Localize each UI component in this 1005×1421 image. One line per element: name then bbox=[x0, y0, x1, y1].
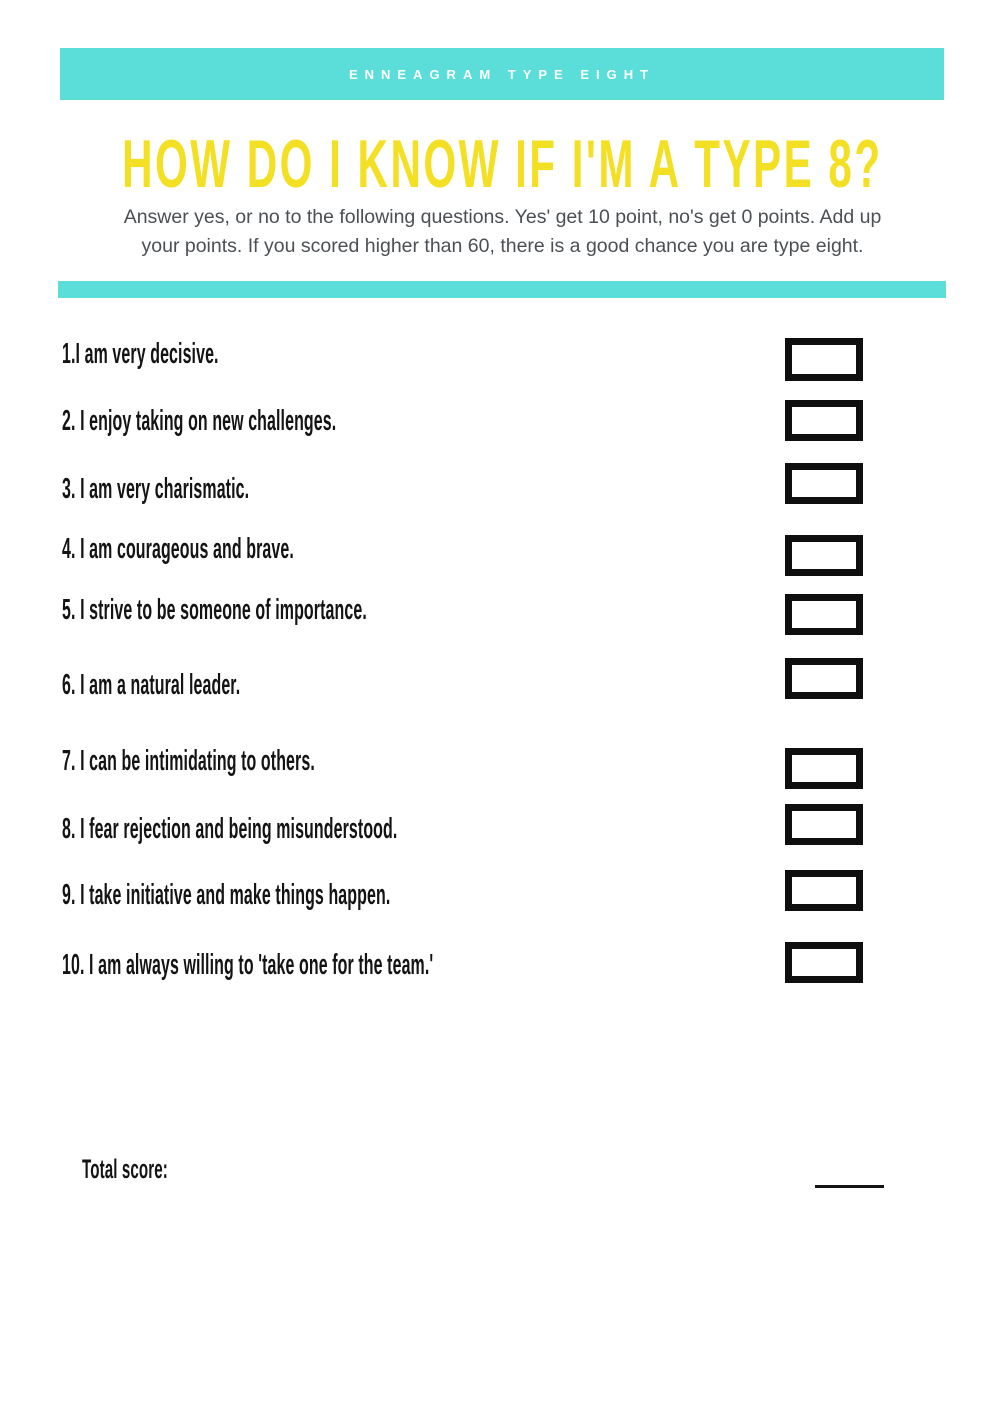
total-score-label: Total score: bbox=[82, 1154, 168, 1184]
divider-bar bbox=[58, 281, 946, 298]
question-4-checkbox[interactable] bbox=[785, 535, 863, 576]
question-6-checkbox[interactable] bbox=[785, 658, 863, 699]
question-10-checkbox[interactable] bbox=[785, 942, 863, 983]
question-1-label: 1.I am very decisive. bbox=[62, 338, 219, 370]
question-6-label: 6. I am a natural leader. bbox=[62, 669, 241, 701]
question-5-label: 5. I strive to be someone of importance. bbox=[62, 594, 367, 626]
banner-label: ENNEAGRAM TYPE EIGHT bbox=[348, 66, 656, 82]
total-score-blank[interactable] bbox=[815, 1185, 884, 1188]
instructions-line-2: your points. If you scored higher than 60, there is a good chance you are type eight. bbox=[141, 235, 864, 257]
question-2-checkbox[interactable] bbox=[785, 400, 863, 441]
question-10-label: 10. I am always willing to 'take one for the team.' bbox=[62, 949, 434, 981]
question-5-checkbox[interactable] bbox=[785, 594, 863, 635]
page-title-text: HOW DO I KNOW IF I'M A TYPE 8? bbox=[122, 126, 883, 202]
question-1-checkbox[interactable] bbox=[785, 338, 863, 381]
question-7-checkbox[interactable] bbox=[785, 748, 863, 789]
question-9-label: 9. I take initiative and make things happen. bbox=[62, 879, 391, 911]
question-4-label: 4. I am courageous and brave. bbox=[62, 533, 294, 565]
question-2-label: 2. I enjoy taking on new challenges. bbox=[62, 405, 337, 437]
question-7-label: 7. I can be intimidating to others. bbox=[62, 745, 315, 777]
question-3-checkbox[interactable] bbox=[785, 463, 863, 504]
question-8-checkbox[interactable] bbox=[785, 804, 863, 845]
page-title bbox=[0, 128, 1005, 200]
instructions bbox=[0, 203, 1005, 261]
question-9-checkbox[interactable] bbox=[785, 870, 863, 911]
instructions-line-1: Answer yes, or no to the following questions. Yes' get 10 point, no's get 0 points. Add up bbox=[123, 206, 882, 228]
header-banner bbox=[60, 48, 944, 100]
question-8-label: 8. I fear rejection and being misunderstood. bbox=[62, 813, 398, 845]
question-3-label: 3. I am very charismatic. bbox=[62, 473, 250, 505]
